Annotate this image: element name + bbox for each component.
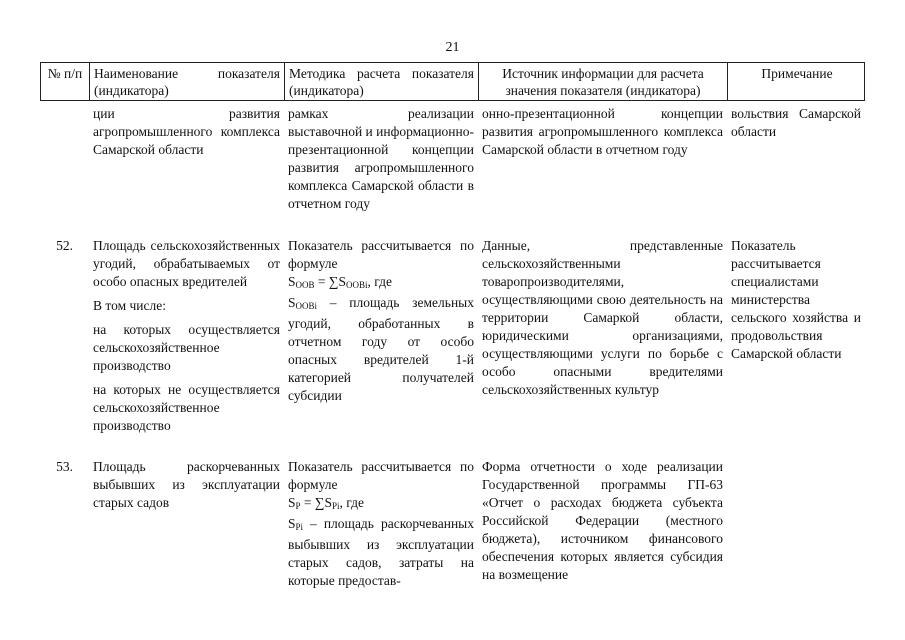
indicator-subheading: В том числе: <box>93 298 166 313</box>
formula-sum: = ∑S <box>300 495 333 510</box>
definition-text: – площадь раскорчеванных выбывших из эксплуатации старых садов, затраты на которые предостав- <box>288 516 474 588</box>
cell-calculation-method <box>284 237 478 405</box>
formula-where: , где <box>339 495 365 510</box>
cell-note: Показатель рассчитывается специалистами министерства сельского хозяйства и продовольствия Самарской области <box>731 238 861 361</box>
formula-definition <box>288 294 474 405</box>
cell-calculation-method: рамках реализации выставочной и информационно-презентационной концепции развития агропромышленного комплекса Самарской области в отчетном году <box>288 106 474 211</box>
table-row-53 <box>40 458 865 588</box>
table-header <box>40 62 865 101</box>
row-number: 53. <box>56 459 73 474</box>
cell-calculation-method <box>284 458 478 590</box>
row-number: 52. <box>56 238 73 253</box>
cell-indicator-name: Площадь раскорчеванных выбывших из эксплуатации старых садов <box>93 459 280 510</box>
formula-symbol: S <box>288 495 296 510</box>
definition-text: – площадь земельных угодий, обработанных в отчетном году от особо опасных вредителей 1-й категорией получателей субсидии <box>288 295 474 403</box>
definition-subscript: OOBi <box>295 301 318 311</box>
cell-information-source: Данные, представленные сельскохозяйственными товаропроизводителями, осуществляющими свою деятельность на территории Самаркой области, юридическими организациями, осуществляющими услуги по борьбе с особо опасными вредителями сельскохозяйственных культур <box>482 238 723 397</box>
formula-subscript: OOBi <box>346 280 368 290</box>
formula-where: , где <box>367 274 393 289</box>
header-number: № п/п <box>41 63 90 100</box>
indicator-title: Площадь сельскохозяйственных угодий, обрабатываемых от особо опасных вредителей <box>93 238 280 289</box>
formula <box>288 273 474 294</box>
definition-symbol: S <box>288 295 296 310</box>
header-indicator-name: Наименование показателя (индикатора) <box>90 63 285 100</box>
table-row-continuation <box>40 105 865 233</box>
indicator-table <box>40 62 865 588</box>
formula-subscript: Pi <box>332 501 340 511</box>
method-intro: Показатель рассчитывается по формуле <box>288 459 474 492</box>
cell-note: вольствия Самарской области <box>731 106 861 139</box>
formula-symbol: S <box>288 274 296 289</box>
formula-sum: = ∑S <box>314 274 347 289</box>
indicator-subitem: на которых осуществляется сельскохозяйственное производство <box>93 322 280 373</box>
formula <box>288 494 474 515</box>
header-calculation-method: Методика расчета показателя (индикатора) <box>285 63 479 100</box>
definition-symbol: S <box>288 516 296 531</box>
cell-indicator-name: ции развития агропромышленного комплекса Самарской области <box>93 106 280 157</box>
formula-definition <box>288 515 474 590</box>
indicator-subitem: на которых не осуществляется сельскохозяйственное производство <box>93 382 280 433</box>
formula-subscript: P <box>295 501 301 511</box>
header-note: Примечание <box>761 66 833 81</box>
table-row-52 <box>40 237 865 458</box>
cell-information-source: Форма отчетности о ходе реализации Государственной программы ГП-63 «Отчет о расходах бюджета субъекта Российской Федерации (местного бюджета), источником финансового обеспечения которых является субсидия на возмещение <box>482 459 723 582</box>
definition-subscript: Pi <box>295 522 304 532</box>
cell-information-source: онно-презентационной концепции развития агропромышленного комплекса Самарской области в отчетном году <box>482 106 723 157</box>
header-information-source: Источник информации для расчета значения показателя (индикатора) <box>479 63 728 100</box>
page-number: 21 <box>445 40 460 55</box>
cell-indicator-name <box>89 237 284 441</box>
method-intro: Показатель рассчитывается по формуле <box>288 238 474 271</box>
formula-subscript: OOB <box>295 280 315 290</box>
